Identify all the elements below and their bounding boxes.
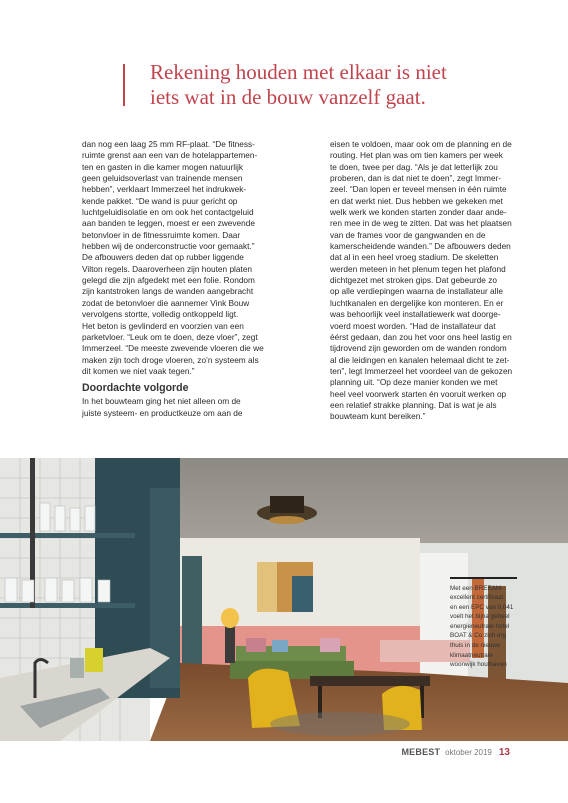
article-paragraph: In het bouwteam ging het niet alleen om de juiste systeem- en productkeuze om aan de [82,396,243,418]
caption-text: Met een BREEAM- excellent certificaat en een EPC van 0,041 voelt het bijna geheel energieneutrale hotel BOAT & Co zich erg thuis in de nieuwe klimaatneutrale woonwijk houthaven [450,584,514,669]
article-column-right [330,139,522,423]
magazine-brand: MEBEST [401,747,441,757]
page-number: 13 [498,747,510,758]
article-paragraph: dan nog een laag 25 mm RF-plaat. “De fitness- ruimte grenst aan een van de hotelappartemen- ten en gasten in die kamer mogen natuurlijk geen geluidsoverlast van trainende mensen hebben”, verklaart Immerzeel het indrukwek- kende pakket. “De wand is puur gericht op luchtgeluidisolatie en om ook het contactgeluid aan banden te leggen, moest er een zwevende betonvloer in de fitnessruimte komen. Daar hebben wij de onderconstructie voor gemaakt.” De afbouwers deden dat op rubber liggende Vilton regels. Daaroverheen zijn houten platen gelegd die zijn afgedekt met een folie. Rondom zijn kantstroken langs de wanden aangebracht zodat de betonvloer die aannemer Vink Bouw vervolgens stortte, volledig ontkoppeld ligt. Het beton is gevlinderd en voorzien van een parketvloer. “Leuk om te doen, deze vloer”, zegt Immerzeel. “De meeste zwevende vloeren die we maken zijn toch droge vloeren, zo’n systeem als dit komen we niet vaak tegen.” [82,139,264,376]
pull-quote: Rekening houden met elkaar is niet iets wat in de bouw vanzelf gaat. [150,60,447,109]
issue-date: oktober 2019 [445,748,492,757]
caption-rule [450,577,517,579]
article-paragraph: eisen te voldoen, maar ook om de planning en de routing. Het plan was om tien kamers per week te doen, twee per dag. “Als je dat letterlijk zou proberen, dan is dat niet te doen”, zegt Immer- zeel. “Dan lopen er teveel mensen in één ruimte en dat werkt niet. Dus hebben we gekeken met welk werk we konden starten zonder daar ande- ren mee in de weg te zitten. Dat was het plaatsen van de frames voor de gangwanden en de kamerscheidende wanden.” De afbouwers deden dat al in een heel vroeg stadium. De skeletten werden meteen in het plenum tegen het plafond dichtgezet met stroken gips. Dat gebeurde zo op alle verdiepingen waarna de installateur alle luchtkanalen en dergelijke kon monteren. En er was behoorlijk veel installatiewerk wat doorge- voerd moest worden. “Had de installateur dat éérst gedaan, dan zou het voor ons heel lastig en tijdrovend zijn geworden om de wanden rondom al die leidingen en kanalen helemaal dicht te zet- ten”, legt Immerzeel het voordeel van de gekozen planning uit. “Op deze manier konden we met heel veel voorwerk starten én vooruit werken op een relatief strakke planning. Dat is wat je als bouwteam kunt bereiken.” [330,139,513,422]
pull-quote-bar [123,64,125,106]
photo-caption [450,577,542,670]
article-column-left [82,139,274,419]
page-footer [401,747,510,758]
section-subheading: Doordachte volgorde [82,382,189,395]
